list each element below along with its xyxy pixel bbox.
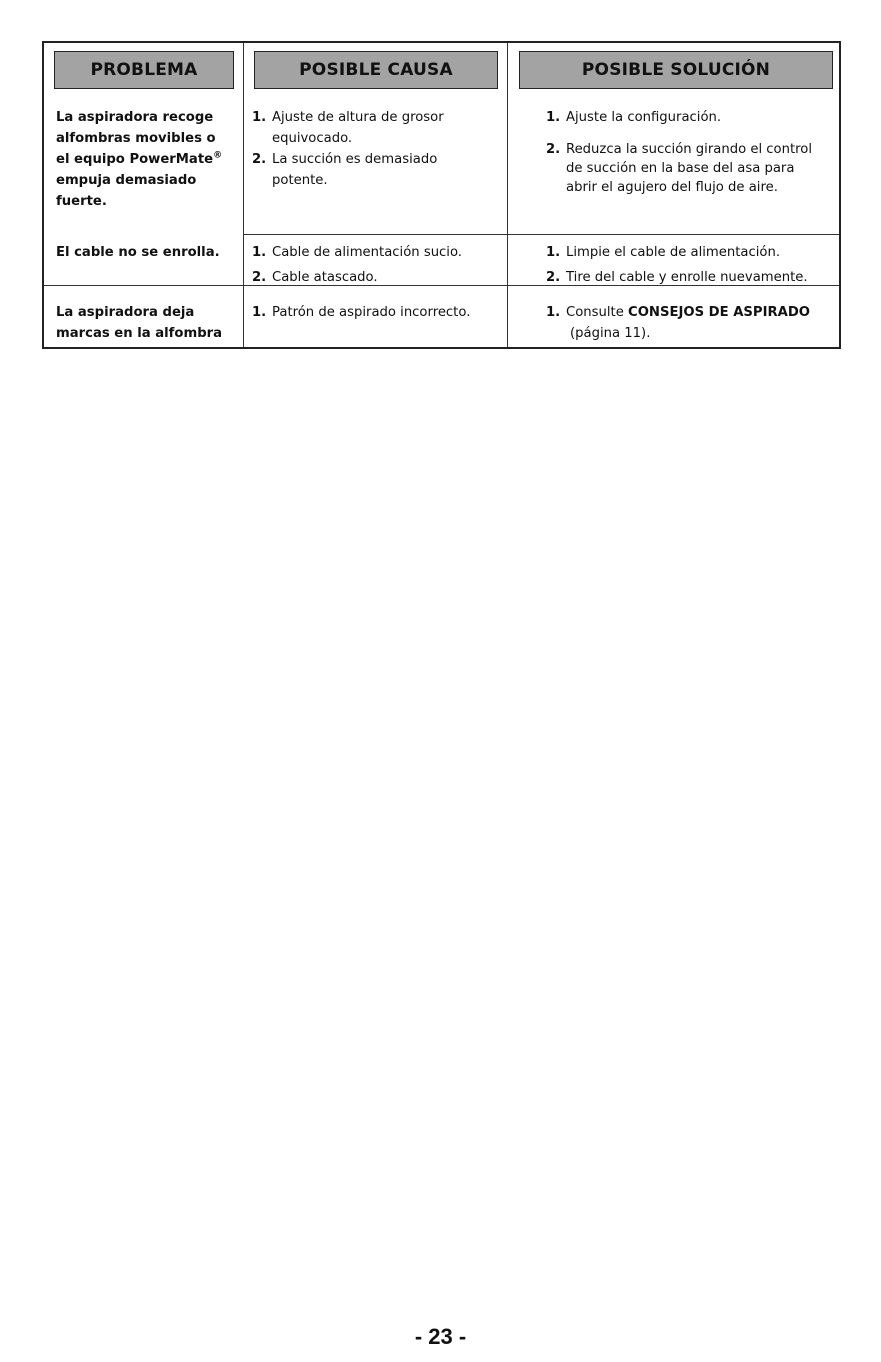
list-item: 1. Limpie el cable de alimentación. <box>546 245 781 260</box>
cause-cell <box>252 242 502 288</box>
solution-cell <box>546 242 838 288</box>
solution-cell <box>546 302 838 344</box>
list-item: 1. Ajuste la configuración. <box>546 110 722 125</box>
list-item: 2. Cable atascado. <box>252 270 378 285</box>
header-solution: POSIBLE SOLUCIÓN <box>519 51 833 89</box>
registered-mark: ® <box>213 150 223 161</box>
troubleshooting-table <box>42 41 841 349</box>
header-cause: POSIBLE CAUSA <box>254 51 498 89</box>
problem-cell: La aspiradora deja marcas en la alfombra <box>56 305 223 341</box>
page-number: - 23 - <box>414 1324 467 1349</box>
list-item: 1. Patrón de aspirado incorrecto. <box>252 305 471 320</box>
cause-cell <box>252 302 502 323</box>
column-divider <box>507 43 508 347</box>
solution-cell <box>546 107 826 197</box>
tips-reference: CONSEJOS DE ASPIRADO <box>628 305 810 320</box>
list-item: 1. Consulte CONSEJOS DE ASPIRADO (página 11). <box>546 305 810 341</box>
cause-cell <box>252 107 474 191</box>
problem-cell: El cable no se enrolla. <box>56 245 220 260</box>
list-item: 2. La succión es demasiado potente. <box>252 152 438 188</box>
row-divider <box>243 234 839 235</box>
list-item: 1. Cable de alimentación sucio. <box>252 245 462 260</box>
header-problem: PROBLEMA <box>54 51 234 89</box>
list-item: 2. Tire del cable y enrolle nuevamente. <box>546 270 808 285</box>
column-divider <box>243 43 244 347</box>
list-item: 1. Ajuste de altura de grosor equivocado. <box>252 110 444 146</box>
list-item: 2. Reduzca la succión girando el control de succión en la base del asa para abrir el agujero del flujo de aire. <box>546 142 813 195</box>
problem-cell: La aspiradora recoge alfombras movibles o el equipo PowerMate® empuja demasiado fuerte. <box>56 110 223 209</box>
